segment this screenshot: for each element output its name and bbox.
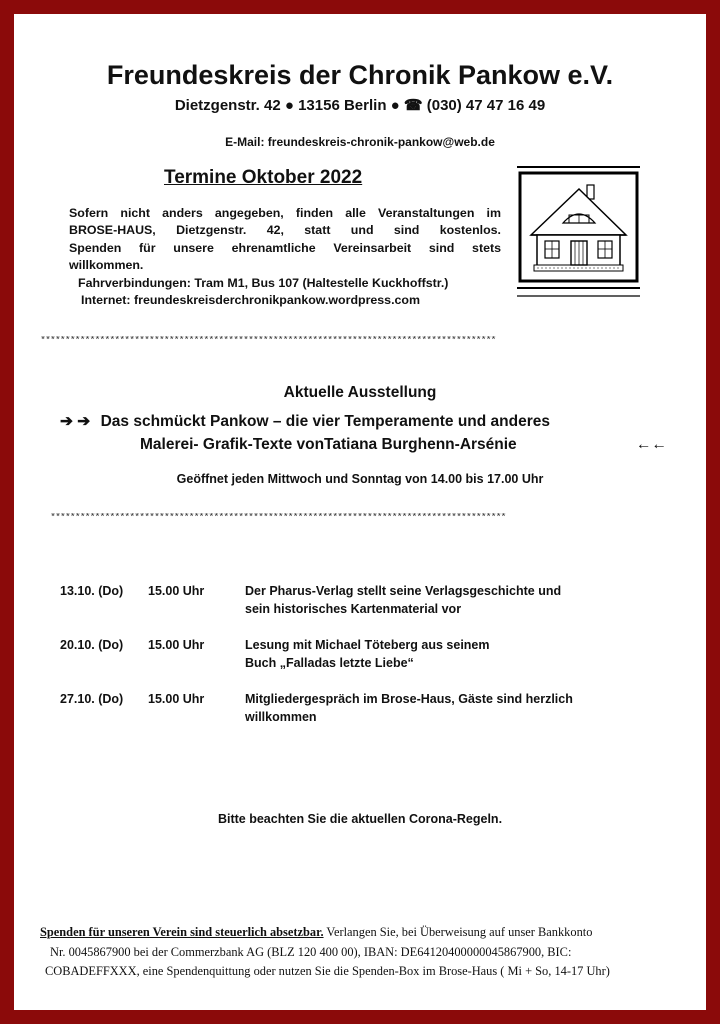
- event-description: [245, 636, 625, 672]
- event-description-line: Lesung mit Michael Töteberg aus seinem: [245, 638, 490, 652]
- email-line: E-Mail: freundeskreis-chronik-pankow@web.de: [225, 135, 495, 149]
- exhibition-subtitle: Malerei- Grafik-Texte vonTatiana Burghenn-Arsénie: [140, 436, 517, 453]
- event-description-line: willkommen: [245, 710, 317, 724]
- event-time: 15.00 Uhr: [148, 692, 205, 706]
- arrow-right-icon: ➔ ➔: [60, 413, 91, 430]
- page-title: Freundeskreis der Chronik Pankow e.V.: [106, 60, 614, 90]
- event-date: 20.10. (Do): [60, 638, 124, 652]
- event-description: [245, 690, 625, 726]
- footer-line: [40, 923, 685, 943]
- exhibition-title: Das schmückt Pankow – die vier Temperamente und anderes: [100, 413, 550, 430]
- event-description-line: sein historisches Kartenmaterial vor: [245, 602, 462, 616]
- event-time: 15.00 Uhr: [148, 584, 205, 598]
- footer-text: Verlangen Sie, bei Überweisung auf unser Bankkonto: [323, 925, 593, 939]
- event-item: [60, 582, 680, 622]
- arrow-left-icon: ←←: [636, 436, 667, 453]
- event-date: 13.10. (Do): [60, 584, 124, 598]
- exhibition-heading: Aktuelle Ausstellung: [283, 384, 437, 401]
- donation-heading: Spenden für unseren Verein sind steuerlich absetzbar.: [40, 925, 324, 939]
- event-date: 27.10. (Do): [60, 692, 124, 706]
- address-line: Dietzgenstr. 42 ● 13156 Berlin ● ☎ (030) 47 47 16 49: [174, 97, 546, 114]
- event-item: [60, 636, 680, 676]
- event-description-line: Mitgliedergespräch im Brose-Haus, Gäste sind herzlich: [245, 692, 573, 706]
- transport-line: Fahrverbindungen: Tram M1, Bus 107 (Haltestelle Kuckhoffstr.): [78, 275, 449, 290]
- event-time: 15.00 Uhr: [148, 638, 205, 652]
- flyer-page: [14, 14, 706, 1010]
- intro-line: BROSE-HAUS, Dietzgenstr. 42, statt und sind kostenlos.: [69, 223, 501, 238]
- donation-footer: [40, 923, 685, 982]
- termine-heading: Termine Oktober 2022: [164, 167, 363, 188]
- opening-hours: Geöffnet jeden Mittwoch und Sonntag von 14.00 bis 17.00 Uhr: [176, 472, 544, 486]
- intro-line: Sofern nicht anders angegeben, finden alle Veranstaltungen im: [69, 206, 501, 220]
- exhibition-title-line: [60, 412, 550, 431]
- footer-line: COBADEFFXXX, eine Spendenquittung oder nutzen Sie die Spenden-Box im Brose-Haus ( Mi + So, 14-17 Uhr): [45, 964, 610, 978]
- separator: ********************************************************************************************: [40, 336, 496, 347]
- internet-line: Internet: freundeskreisderchronikpankow.wordpress.com: [81, 293, 420, 308]
- event-description: [245, 582, 625, 618]
- intro-line: willkommen.: [69, 258, 144, 273]
- corona-notice: Bitte beachten Sie die aktuellen Corona-Regeln.: [217, 812, 503, 826]
- footer-line: Nr. 0045867900 bei der Commerzbank AG (BLZ 120 400 00), IBAN: DE64120400000045867900, BIC:: [50, 944, 572, 959]
- event-item: [60, 690, 680, 730]
- intro-text: [69, 205, 501, 309]
- separator: ********************************************************************************************: [50, 513, 506, 524]
- event-description-line: Der Pharus-Verlag stellt seine Verlagsgeschichte und: [245, 584, 562, 598]
- house-logo: [517, 165, 640, 305]
- event-description-line: Buch „Falladas letzte Liebe“: [245, 656, 414, 670]
- intro-line: Spenden für unsere ehrenamtliche Vereinsarbeit sind stets: [69, 240, 501, 255]
